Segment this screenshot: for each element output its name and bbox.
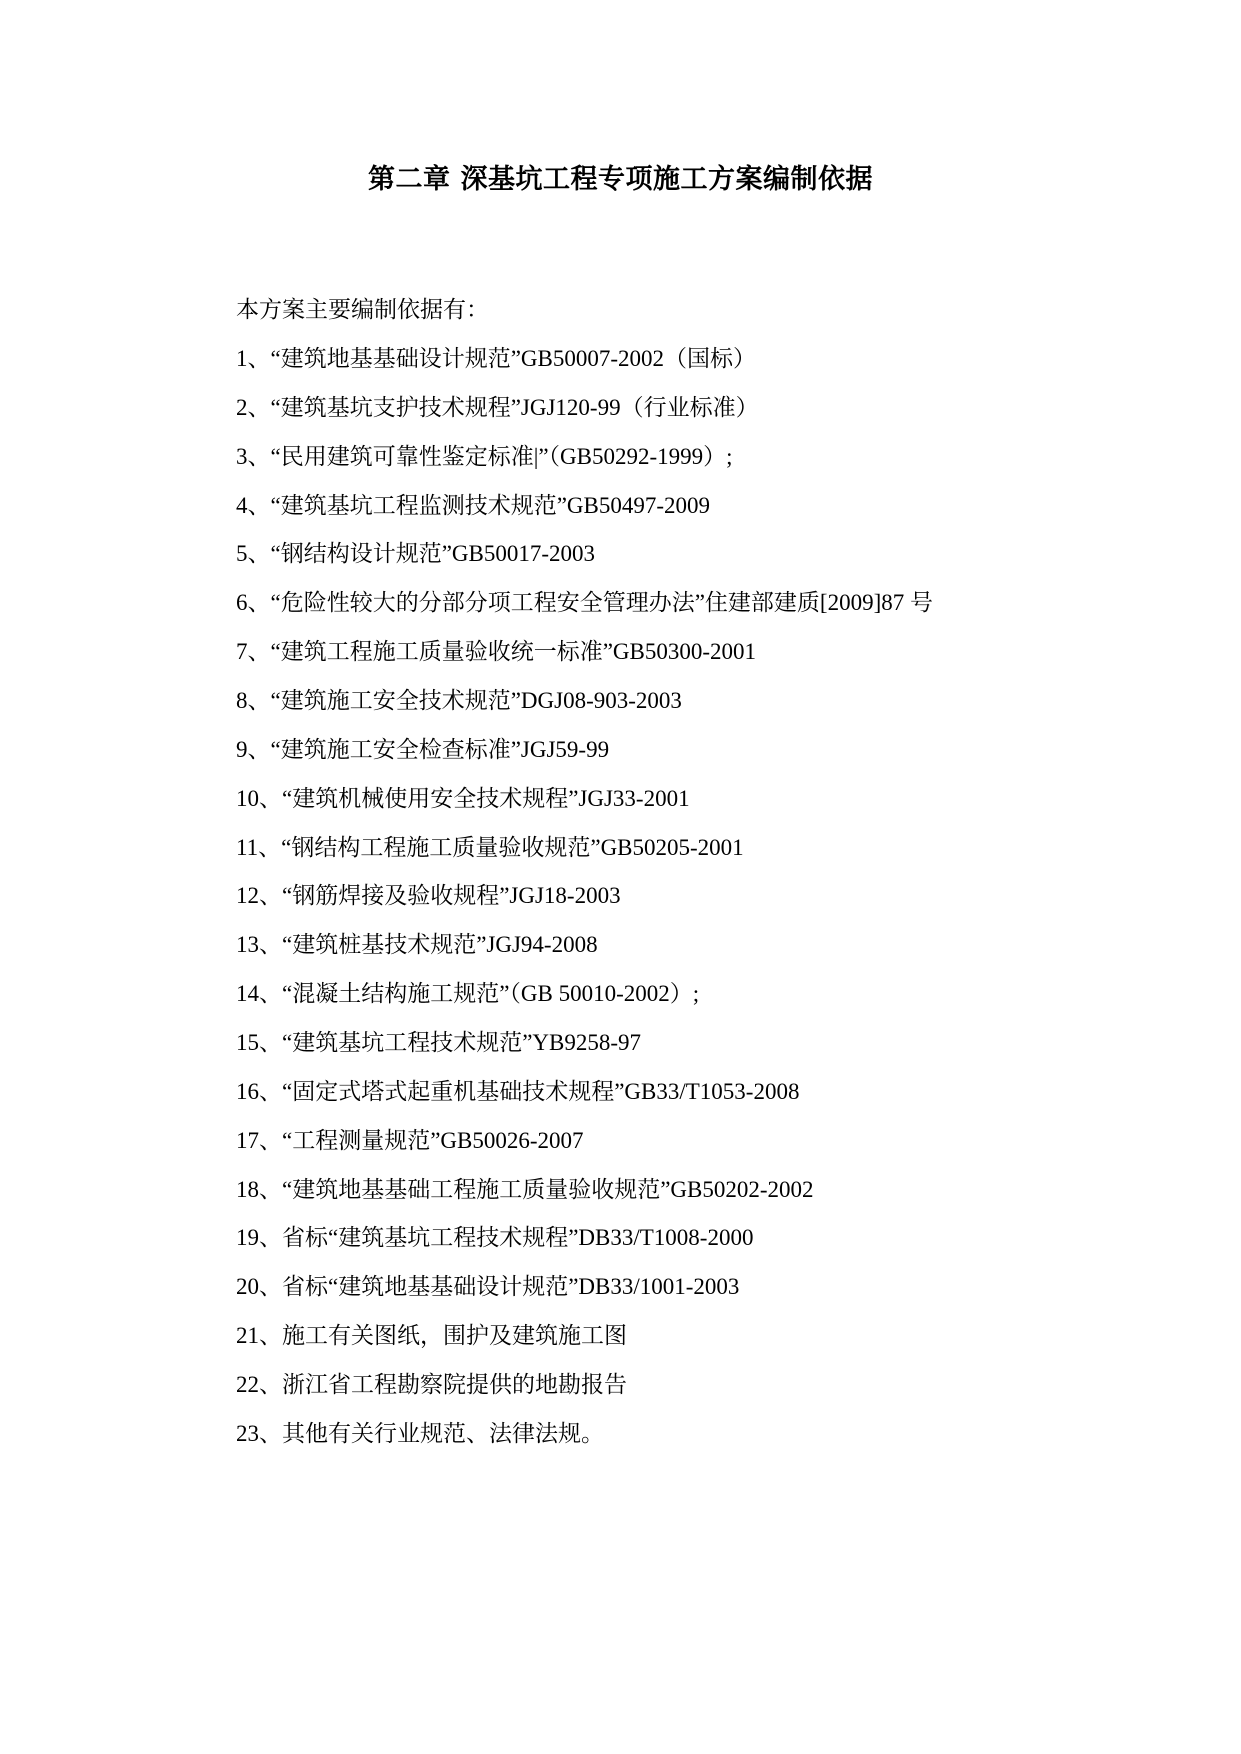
reference-item: 10、“建筑机械使用安全技术规程”JGJ33-2001 (236, 785, 690, 811)
reference-item: 15、“建筑基坑工程技术规范”YB9258-97 (236, 1030, 642, 1056)
reference-item: 9、“建筑施工安全检查标准”JGJ59-99 (236, 736, 610, 762)
reference-item: 11、“钢结构工程施工质量验收规范”GB50205-2001 (236, 834, 744, 860)
reference-item: 20、省标“建筑地基基础设计规范”DB33/1001-2003 (236, 1274, 740, 1300)
reference-item: 21、施工有关图纸，围护及建筑施工图 (236, 1323, 627, 1349)
chapter-title: 第二章 深基坑工程专项施工方案编制依据 (368, 164, 873, 195)
intro-paragraph: 本方案主要编制依据有： (236, 297, 489, 322)
reference-item: 1、“建筑地基基础设计规范”GB50007-2002（国标） (236, 346, 757, 371)
reference-item: 14、“混凝土结构施工规范”（GB 50010-2002）; (236, 981, 700, 1007)
reference-item: 3、“民用建筑可靠性鉴定标准|”（GB50292-1999）; (236, 443, 733, 469)
reference-list (236, 339, 1136, 1463)
reference-item: 22、浙江省工程勘察院提供的地勘报告 (236, 1372, 627, 1398)
reference-item: 23、其他有关行业规范、法律法规。 (236, 1420, 604, 1446)
reference-item: 12、“钢筋焊接及验收规程”JGJ18-2003 (236, 883, 621, 909)
reference-item: 8、“建筑施工安全技术规范”DGJ08-903-2003 (236, 688, 682, 714)
reference-item: 7、“建筑工程施工质量验收统一标准”GB50300-2001 (236, 639, 757, 665)
reference-item: 2、“建筑基坑支护技术规程”JGJ120-99（行业标准） (236, 394, 759, 420)
reference-item: 19、省标“建筑基坑工程技术规程”DB33/T1008-2000 (236, 1225, 754, 1251)
reference-item: 18、“建筑地基基础工程施工质量验收规范”GB50202-2002 (236, 1176, 814, 1202)
reference-item: 4、“建筑基坑工程监测技术规范”GB50497-2009 (236, 492, 711, 518)
reference-item: 6、“危险性较大的分部分项工程安全管理办法”住建部建质[2009]87 号 (236, 590, 933, 616)
document-body (236, 290, 1136, 1463)
reference-item: 17、“工程测量规范”GB50026-2007 (236, 1127, 584, 1153)
reference-item: 5、“钢结构设计规范”GB50017-2003 (236, 541, 596, 567)
reference-item: 13、“建筑桩基技术规范”JGJ94-2008 (236, 932, 598, 958)
reference-item: 16、“固定式塔式起重机基础技术规程”GB33/T1053-2008 (236, 1078, 800, 1104)
